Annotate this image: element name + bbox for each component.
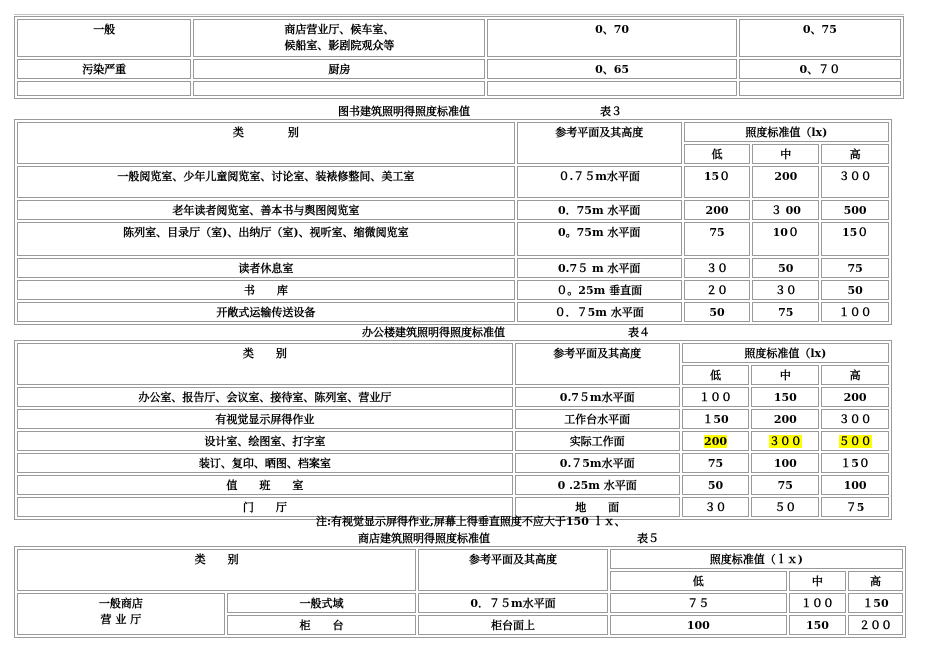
plane-cell: 0．75m 水平面	[517, 200, 682, 220]
table-row	[17, 453, 889, 473]
value-high-cell: 50	[821, 280, 889, 300]
place-cell: 厨房	[193, 59, 485, 79]
group-line: 一般商店	[98, 597, 143, 610]
value-mid-cell: 10０	[752, 222, 819, 256]
value-high-cell: 100	[821, 475, 889, 495]
table-2-tail	[14, 16, 904, 99]
value-low-cell: 0、65	[487, 59, 736, 79]
header-high: 高	[821, 365, 889, 385]
table-row	[17, 59, 901, 79]
value-high-cell: 200	[821, 387, 889, 407]
value-mid-cell: 75	[751, 475, 819, 495]
table-row	[17, 222, 889, 256]
header-category: 类 别	[17, 549, 416, 591]
category-cell: 装订、复印、晒图、档案室	[17, 453, 513, 473]
value-high-cell: 500	[821, 200, 889, 220]
value-low-cell: ７５	[610, 593, 787, 613]
header-mid: 中	[751, 365, 819, 385]
plane-cell: 工作台水平面	[515, 409, 680, 429]
value-low-cell: ２０	[684, 280, 751, 300]
table-header-row	[17, 343, 889, 363]
value-high-cell: ７5	[821, 497, 889, 517]
value-low-cell: 200	[684, 200, 751, 220]
highlighted-value: 200	[704, 435, 728, 448]
category-cell: 值 班 室	[17, 475, 513, 495]
category-cell: 有视觉显示屏得作业	[17, 409, 513, 429]
value-low-cell: 0、70	[487, 19, 736, 57]
value-high-cell: ３００	[821, 166, 889, 198]
table-row	[17, 431, 889, 451]
empty-cell	[193, 81, 485, 96]
category-cell: 一般	[17, 19, 191, 57]
value-high-cell: １5０	[821, 453, 889, 473]
value-mid-cell: 200	[752, 166, 819, 198]
table-5-number: 表５	[637, 532, 659, 545]
table-5	[14, 546, 906, 638]
place-cell	[193, 19, 485, 57]
value-high-cell: 15０	[821, 222, 889, 256]
value-mid-cell	[751, 431, 819, 451]
value-low-cell: 75	[682, 453, 750, 473]
table-row	[17, 593, 903, 613]
category-cell: 办公室、报告厅、会议室、接待室、陈列室、营业厅	[17, 387, 513, 407]
plane-cell: 0 .25m 水平面	[515, 475, 680, 495]
category-cell: 开敞式运输传送设备	[17, 302, 515, 322]
header-plane: 参考平面及其高度	[515, 343, 680, 385]
table-row	[17, 387, 889, 407]
header-plane: 参考平面及其高度	[517, 122, 682, 164]
plane-cell: ０。25m 垂直面	[517, 280, 682, 300]
table-row	[17, 81, 901, 96]
category-cell: 一般式域	[227, 593, 416, 613]
plane-cell: 0．７５m水平面	[418, 593, 607, 613]
table-5-caption: 商店建筑照明得照度标准值	[358, 532, 490, 545]
header-high: 高	[848, 571, 903, 591]
table-4-caption: 办公楼建筑照明得照度标准值	[362, 326, 505, 339]
table-4	[14, 340, 892, 520]
value-low-cell: 50	[684, 302, 751, 322]
value-mid-cell: 100	[751, 453, 819, 473]
table-row	[17, 200, 889, 220]
value-mid-cell: ３ 00	[752, 200, 819, 220]
value-mid-cell: 200	[751, 409, 819, 429]
value-high-cell: 75	[821, 258, 889, 278]
plane-cell: ０．７5m 水平面	[517, 302, 682, 322]
category-cell: 门 厅	[17, 497, 513, 517]
table-row	[17, 475, 889, 495]
value-mid-cell: ５０	[751, 497, 819, 517]
value-low-cell: 15０	[684, 166, 751, 198]
header-mid: 中	[789, 571, 846, 591]
table-row	[17, 258, 889, 278]
table-row	[17, 280, 889, 300]
value-low-cell: １50	[682, 409, 750, 429]
table-3-caption: 图书建筑照明得照度标准值	[338, 105, 470, 118]
table-header-row	[17, 122, 889, 142]
place-line: 商店营业厅、候车室、	[284, 23, 395, 36]
header-category: 类 别	[17, 343, 513, 385]
place-line: 候船室、影剧院观众等	[284, 39, 395, 52]
table-row	[17, 302, 889, 322]
highlighted-value: ５００	[838, 435, 872, 448]
value-low-cell: １００	[682, 387, 750, 407]
highlighted-value: ３００	[768, 435, 802, 448]
value-low-cell: 50	[682, 475, 750, 495]
table-row	[17, 19, 901, 57]
value-high-cell: 0、７０	[739, 59, 901, 79]
value-mid-cell: 150	[789, 615, 846, 635]
header-low: 低	[610, 571, 787, 591]
plane-cell: 地 面	[515, 497, 680, 517]
value-mid-cell: 150	[751, 387, 819, 407]
plane-cell: 实际工作面	[515, 431, 680, 451]
value-mid-cell: １００	[789, 593, 846, 613]
header-standard: 照度标准值（lx)	[682, 343, 889, 363]
plane-cell: 0.7５ m 水平面	[517, 258, 682, 278]
header-standard: 照度标准值（ｌｘ)	[610, 549, 903, 569]
category-cell: 读者休息室	[17, 258, 515, 278]
value-high-cell: ３００	[821, 409, 889, 429]
value-mid-cell: ３０	[752, 280, 819, 300]
category-cell: 设计室、绘图室、打字室	[17, 431, 513, 451]
value-high-cell: １００	[821, 302, 889, 322]
table-3	[14, 119, 892, 325]
header-low: 低	[682, 365, 750, 385]
value-low-cell: 75	[684, 222, 751, 256]
table-4-number: 表４	[628, 326, 650, 339]
category-cell: 柜 台	[227, 615, 416, 635]
group-line: 营 业 厅	[100, 613, 142, 626]
value-high-cell: ２００	[848, 615, 903, 635]
plane-cell: 柜台面上	[418, 615, 607, 635]
category-cell: 陈列室、目录厅（室)、出纳厅（室)、视听室、缩微阅览室	[17, 222, 515, 256]
plane-cell: ０.７５m水平面	[517, 166, 682, 198]
value-low-cell: ３０	[684, 258, 751, 278]
value-high-cell: 0、75	[739, 19, 901, 57]
empty-cell	[487, 81, 736, 96]
header-plane: 参考平面及其高度	[418, 549, 607, 591]
table-3-number: 表３	[600, 105, 622, 118]
value-high-cell	[821, 431, 889, 451]
value-low-cell: ３０	[682, 497, 750, 517]
value-mid-cell: 50	[752, 258, 819, 278]
plane-cell: 0.7５m水平面	[515, 387, 680, 407]
value-mid-cell: 75	[752, 302, 819, 322]
header-low: 低	[684, 144, 751, 164]
header-high: 高	[821, 144, 889, 164]
header-standard: 照度标准值（lx)	[684, 122, 889, 142]
value-low-cell: 100	[610, 615, 787, 635]
group-cell	[17, 593, 225, 635]
page-top-rule	[14, 14, 904, 15]
header-mid: 中	[752, 144, 819, 164]
value-low-cell	[682, 431, 750, 451]
category-cell: 一般阅览室、少年儿童阅览室、讨论室、装裱修整间、美工室	[17, 166, 515, 198]
table-4-note: 注:有视觉显示屏得作业,屏幕上得垂直照度不应大于150 ｌｘ、	[316, 515, 626, 528]
table-header-row	[17, 549, 903, 569]
empty-cell	[739, 81, 901, 96]
category-cell: 书 库	[17, 280, 515, 300]
empty-cell	[17, 81, 191, 96]
header-category: 类 别	[17, 122, 515, 164]
table-row	[17, 166, 889, 198]
plane-cell: 0.７5m水平面	[515, 453, 680, 473]
category-cell: 污染严重	[17, 59, 191, 79]
plane-cell: 0。75m 水平面	[517, 222, 682, 256]
table-row	[17, 409, 889, 429]
category-cell: 老年读者阅览室、善本书与舆图阅览室	[17, 200, 515, 220]
value-high-cell: １50	[848, 593, 903, 613]
